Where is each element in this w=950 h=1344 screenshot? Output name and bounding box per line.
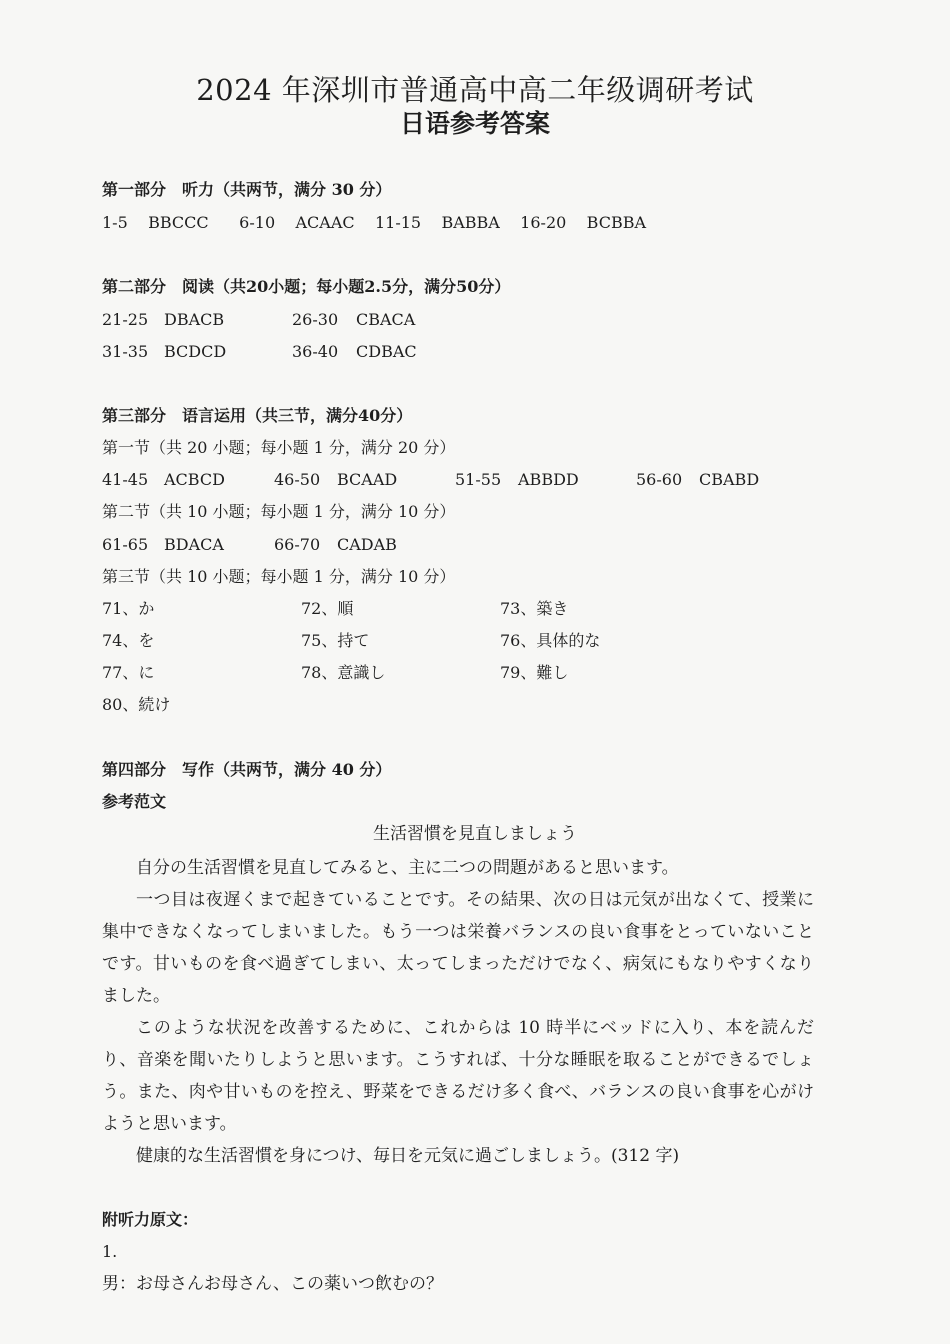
- fill-answer: 73、築き: [500, 599, 569, 618]
- answer-value: CADAB: [337, 535, 397, 554]
- answer-value: DBACB: [164, 310, 225, 329]
- fill-answer: 78、意識し: [301, 663, 386, 682]
- answer-value: ACBCD: [164, 470, 225, 489]
- answer-value: ABBDD: [518, 470, 579, 489]
- part4-heading: 第四部分 写作（共两节，满分 40 分）: [102, 760, 392, 779]
- answer-range: 21-25: [102, 310, 149, 329]
- answer-value: CBACA: [356, 310, 416, 329]
- part1-answers: [102, 212, 646, 234]
- answer-range: 1-5: [102, 213, 128, 232]
- appendix-heading: 附听力原文：: [102, 1210, 199, 1229]
- essay-paragraph: このような状況を改善するために、これからは 10 時半にベッドに入り、本を読んだり、音楽を聞いたりしようと思います。こうすれば、十分な睡眠を取ることができるでしょう。また、肉や甘いものを控え、野菜をできるだけ多く食べ、バランスの良い食事を心がけようと思います。: [102, 1018, 814, 1134]
- fill-answer: 74、を: [102, 631, 155, 650]
- part3-section2-heading: 第二节（共 10 小题；每小题 1 分，满分 10 分）: [102, 502, 456, 521]
- answer-value: CBABD: [699, 470, 760, 489]
- part3-section3-heading: 第三节（共 10 小题；每小题 1 分，满分 10 分）: [102, 567, 456, 586]
- answer-range: 11-15: [374, 213, 422, 232]
- essay-paragraph: 自分の生活習慣を見直してみると、主に二つの問題があると思います。: [136, 858, 679, 878]
- fill-answer: 72、順: [301, 599, 354, 618]
- transcript-line: 男：お母さんお母さん、この薬いつ飲むの？: [102, 1274, 444, 1294]
- fill-answer: 77、に: [102, 663, 155, 682]
- exam-title: 2024 年深圳市普通高中高二年级调研考试: [196, 73, 754, 107]
- answer-range: 66-70: [274, 535, 321, 554]
- answer-value: BABBA: [441, 213, 500, 232]
- answer-range: 31-35: [102, 342, 149, 361]
- answer-value: BCBBA: [586, 213, 647, 232]
- transcript-item-number: 1.: [102, 1242, 118, 1261]
- answer-value: BCAAD: [337, 470, 398, 489]
- essay-paragraph: 健康的な生活習慣を身につけ、毎日を元気に過ごしましょう。(312 字): [136, 1146, 680, 1166]
- answer-value: BCDCD: [164, 342, 227, 361]
- fill-answer: 79、難し: [500, 663, 569, 682]
- essay-title: 生活習慣を見直しましょう: [373, 824, 577, 844]
- exam-subtitle: 日语参考答案: [399, 109, 550, 138]
- answer-value: BDACA: [164, 535, 224, 554]
- answer-range: 46-50: [274, 470, 321, 489]
- part3-section1-heading: 第一节（共 20 小题；每小题 1 分，满分 20 分）: [102, 438, 456, 457]
- part1-heading: 第一部分 听力（共两节，满分 30 分）: [102, 180, 392, 199]
- sample-essay: [102, 852, 814, 1172]
- answer-range: 6-10: [239, 213, 276, 232]
- fill-answer: 80、続け: [102, 695, 171, 714]
- answer-range: 26-30: [292, 310, 339, 329]
- part2-heading: 第二部分 阅读（共20小题；每小题2.5分，满分50分）: [102, 277, 511, 296]
- fill-answer: 75、持て: [301, 631, 370, 650]
- answer-range: 61-65: [102, 535, 149, 554]
- answer-value: BBCCC: [148, 213, 209, 232]
- fill-answer: 71、か: [102, 599, 155, 618]
- answer-value: ACAAC: [295, 213, 355, 232]
- fill-answer: 76、具体的な: [500, 631, 601, 650]
- answer-range: 56-60: [636, 470, 683, 489]
- answer-range: 41-45: [102, 470, 149, 489]
- answer-range: 51-55: [455, 470, 502, 489]
- answer-value: CDBAC: [356, 342, 417, 361]
- part3-heading: 第三部分 语言运用（共三节，满分40分）: [102, 406, 413, 425]
- essay-paragraph: 一つ目は夜遅くまで起きていることです。その結果、次の日は元気が出なくて、授業に集中できなくなってしまいました。もう一つは栄養バランスの良い食事をとっていないことです。甘いものを食べ過ぎてしまい、太ってしまっただけでなく、病気にもなりやすくなりました。: [102, 890, 814, 1006]
- answer-range: 36-40: [292, 342, 339, 361]
- sample-essay-label: 参考范文: [102, 792, 167, 811]
- answer-range: 16-20: [520, 213, 567, 232]
